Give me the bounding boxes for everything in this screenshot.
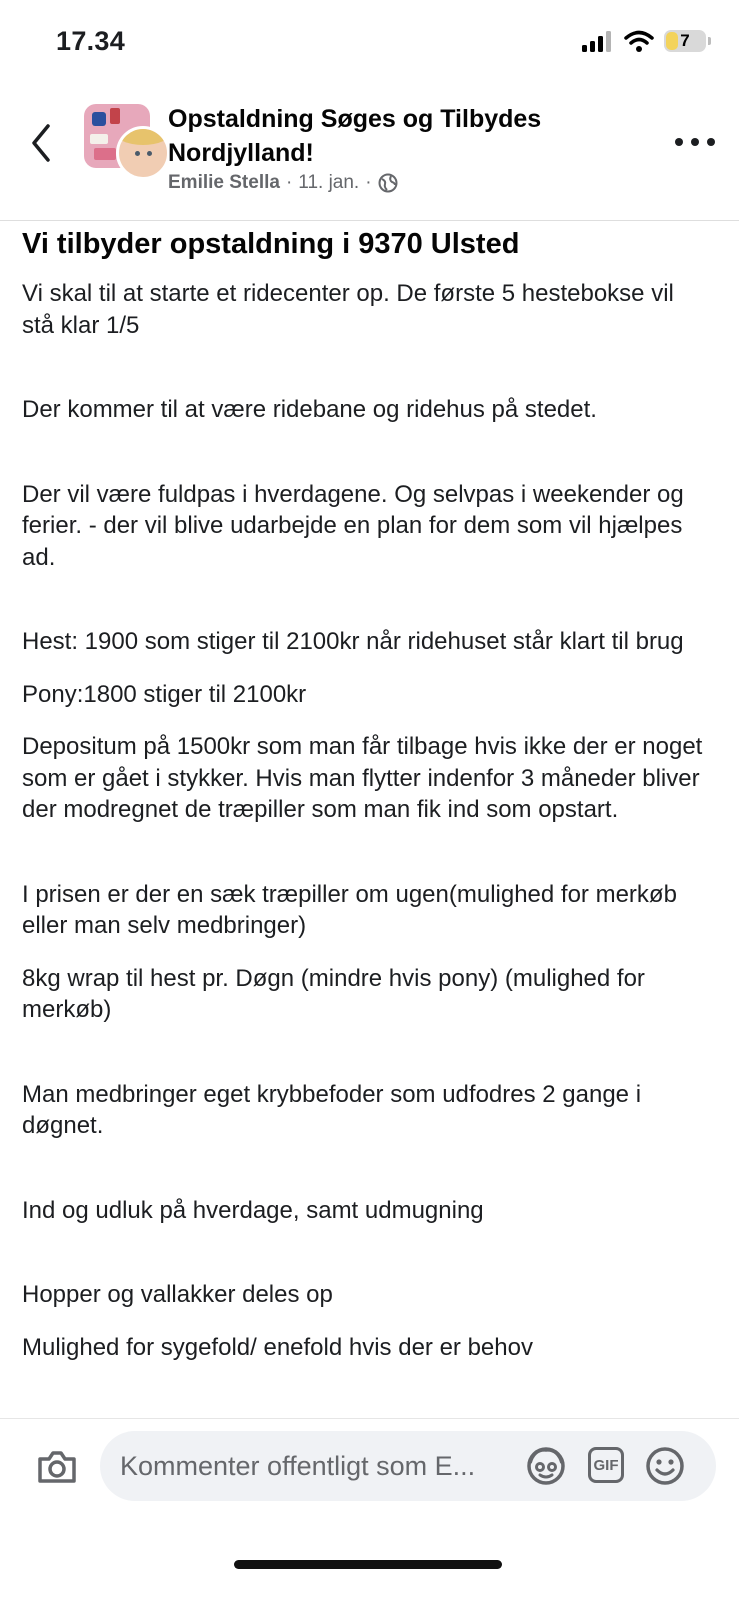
chevron-left-icon[interactable] xyxy=(26,118,56,168)
status-bar xyxy=(0,0,739,90)
home-indicator[interactable] xyxy=(234,1560,502,1569)
post-paragraph: Mulighed for sygefold/ enefold hvis der er behov xyxy=(22,1333,533,1361)
author-name[interactable]: Emilie Stella xyxy=(168,172,280,193)
group-name[interactable]: Opstaldning Søges og Tilbydes Nordjylland! xyxy=(168,105,542,167)
more-dot xyxy=(675,138,683,146)
post-paragraph: I prisen er der en sæk træpiller om ugen(mulighed for merkøb eller man selv medbringer) xyxy=(22,880,677,939)
gif-button[interactable] xyxy=(588,1447,624,1483)
globe-icon xyxy=(378,173,398,193)
avatar-sticker-icon[interactable] xyxy=(524,1445,568,1487)
meta-separator: · xyxy=(285,172,293,193)
battery-tip xyxy=(708,37,711,45)
gif-label: GIF xyxy=(593,1456,619,1474)
meta-separator: · xyxy=(365,172,372,193)
comment-input[interactable] xyxy=(100,1431,716,1501)
post-paragraph: Man medbringer eget krybbefoder som udfodres 2 gange i døgnet. xyxy=(22,1080,642,1139)
post-paragraph: Der vil være fuldpas i hverdagene. Og selvpas i weekender og ferier. - der vil blive udarbejde en plan for dem som vil hjælpes ad. xyxy=(22,480,684,571)
post-title: Vi tilbyder opstaldning i 9370 Ulsted xyxy=(22,228,520,260)
post-paragraph: Ind og udluk på hverdage, samt udmugning xyxy=(22,1196,484,1224)
cellular-signal-icon xyxy=(582,30,614,52)
post-paragraph: Depositum på 1500kr som man får tilbage hvis ikke der er noget som er gået i stykker. Hvis man flytter indenfor 3 måneder bliver der modregnet de træpiller som man fik ind som opstart. xyxy=(22,733,703,823)
emoji-icon[interactable] xyxy=(644,1445,686,1487)
post-paragraph: 8kg wrap til hest pr. Døgn (mindre hvis pony) (mulighed for merkøb) xyxy=(22,964,645,1023)
post-paragraph: Hopper og vallakker deles op xyxy=(22,1281,333,1308)
comment-bar xyxy=(0,1418,739,1601)
more-dot xyxy=(707,138,715,146)
post-header xyxy=(0,90,739,221)
status-time: 17.34 xyxy=(56,26,126,56)
post-paragraph: Vi skal til at starte et ridecenter op. De første 5 hestebokse vil stå klar 1/5 xyxy=(22,280,674,339)
post-paragraph: Hest: 1900 som stiger til 2100kr når ridehuset står klart til brug xyxy=(22,628,684,655)
post-paragraph: Der kommer til at være ridebane og ridehus på stedet. xyxy=(22,396,597,423)
status-icons xyxy=(582,30,711,52)
post-date[interactable]: 11. jan. xyxy=(298,172,360,193)
post-meta xyxy=(168,172,398,194)
post-content xyxy=(22,224,712,1414)
more-dot xyxy=(691,138,699,146)
battery-icon xyxy=(664,30,706,52)
wifi-icon xyxy=(624,30,654,52)
battery-fill xyxy=(666,32,678,50)
camera-icon[interactable] xyxy=(36,1447,78,1487)
battery-level: 7 xyxy=(680,31,690,50)
post-paragraph: Pony:1800 stiger til 2100kr xyxy=(22,680,307,708)
author-avatar[interactable] xyxy=(116,126,170,180)
more-options-button[interactable] xyxy=(675,122,715,162)
comment-placeholder[interactable]: Kommenter offentligt som E... xyxy=(120,1451,476,1481)
